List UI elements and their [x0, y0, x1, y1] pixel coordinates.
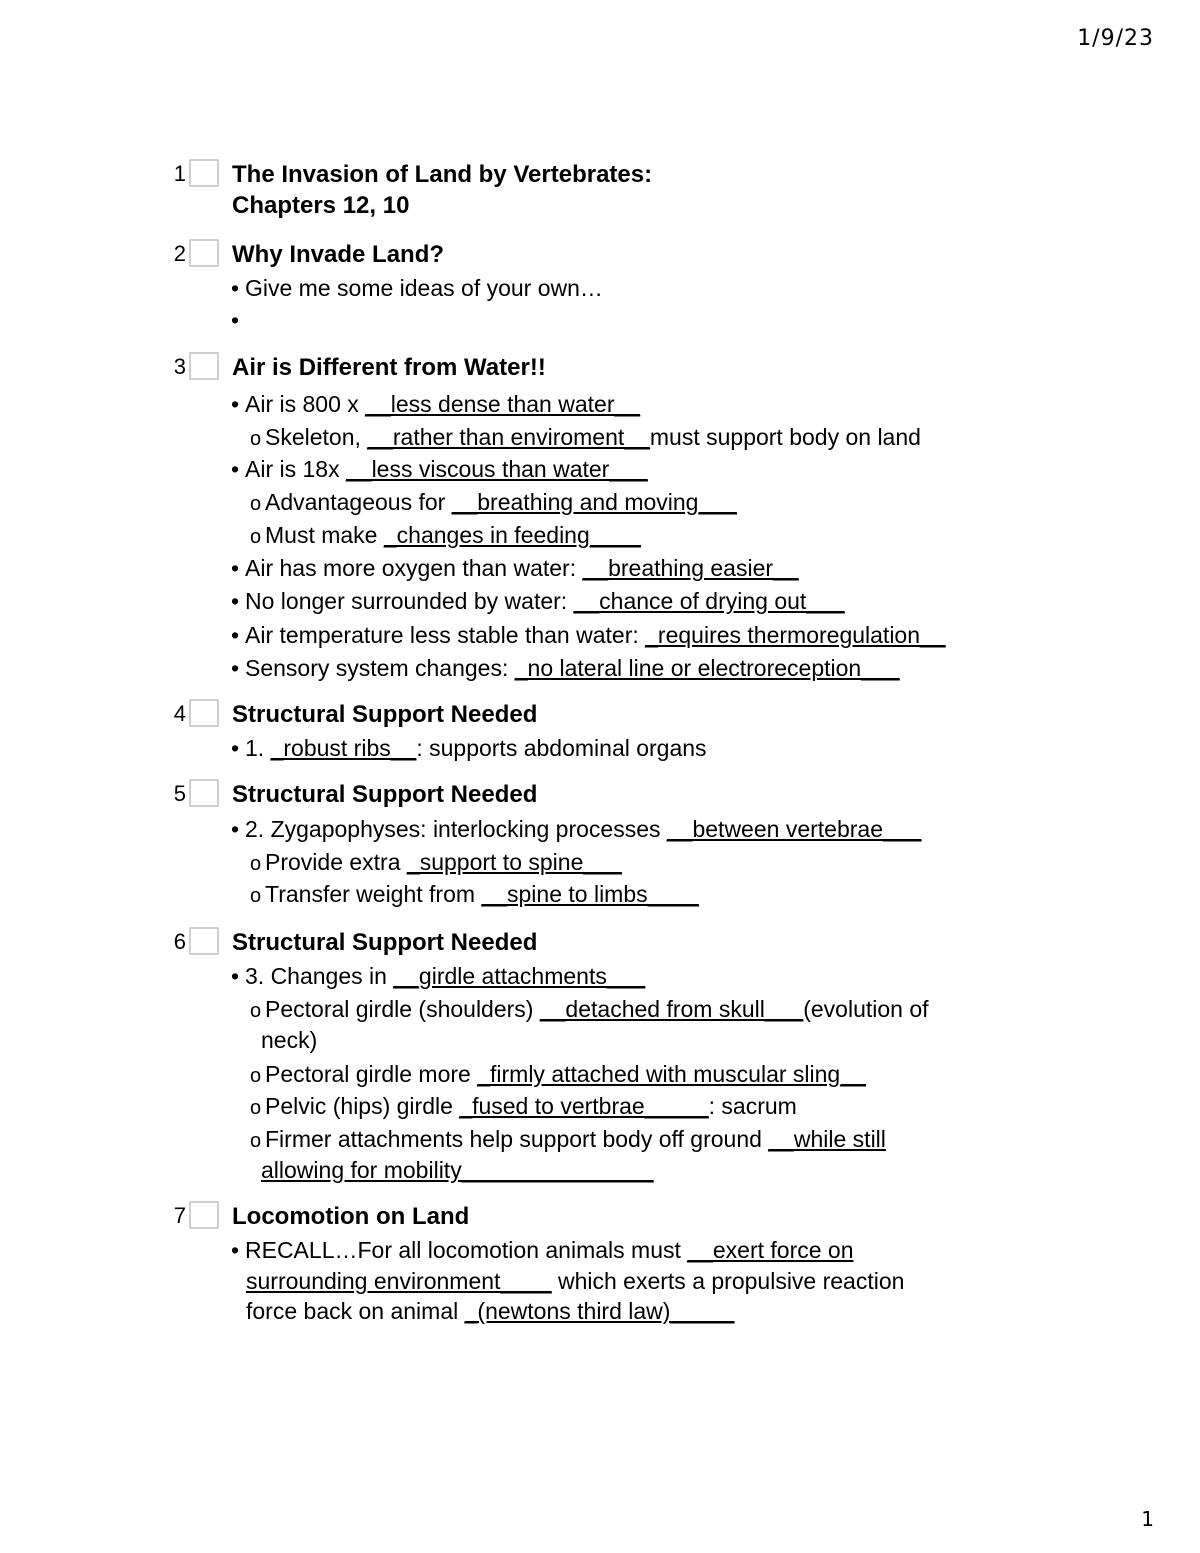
- bullet-line: • Air is 18x __less viscous than water___: [231, 456, 648, 482]
- slide-number: 5: [173, 781, 186, 806]
- bullet-line: • RECALL…For all locomotion animals must __exert force on: [231, 1237, 854, 1263]
- sub-bullet-line: o Must make _changes in feeding____: [250, 522, 641, 548]
- sub-bullet-line: o Provide extra _support to spine___: [250, 849, 622, 875]
- sub-bullet-line: o Pelvic (hips) girdle _fused to vertbrae_____: sacrum: [250, 1093, 797, 1119]
- slide-title: Why Invade Land?: [232, 241, 445, 268]
- slide-number: 7: [173, 1203, 186, 1228]
- sub-bullet-line: o Advantageous for __breathing and moving___: [250, 489, 737, 515]
- slide-number: 6: [173, 929, 186, 954]
- slide-thumbnail-box[interactable]: [189, 159, 219, 187]
- bullet-line: • Sensory system changes: _no lateral line or electroreception___: [231, 655, 900, 681]
- slide-title: Locomotion on Land: [232, 1203, 470, 1230]
- slide-number: 3: [173, 354, 186, 379]
- sub-bullet-continuation: allowing for mobility_______________: [261, 1157, 654, 1183]
- bullet-continuation: force back on animal _(newtons third law)_____: [246, 1298, 735, 1324]
- slide-number: 4: [173, 701, 186, 726]
- slide-thumbnail-box[interactable]: [189, 927, 219, 955]
- slide-number: 1: [173, 161, 186, 186]
- slide-number: 2: [173, 241, 186, 266]
- slide-thumbnail-box[interactable]: [189, 239, 219, 267]
- date-label: 1/9/23: [1077, 26, 1154, 51]
- sub-bullet-continuation: neck): [261, 1027, 318, 1053]
- slide-thumbnail-box[interactable]: [189, 1201, 219, 1229]
- bullet-line: • Air temperature less stable than water: _requires thermoregulation__: [231, 622, 946, 648]
- sub-bullet-line: o Firmer attachments help support body off ground __while still: [250, 1126, 886, 1152]
- page-number: 1: [1141, 1507, 1154, 1531]
- sub-bullet-line: o Skeleton, __rather than enviroment__must support body on land: [250, 424, 921, 450]
- bullet-line: • 2. Zygapophyses: interlocking processes __between vertebrae___: [231, 816, 922, 842]
- slide-thumbnail-box[interactable]: [189, 779, 219, 807]
- slide-title: Structural Support Needed: [232, 701, 538, 728]
- bullet-line: • No longer surrounded by water: __chance of drying out___: [231, 588, 845, 614]
- bullet-line: • 1. _robust ribs__: supports abdominal organs: [231, 735, 707, 761]
- slide-title: The Invasion of Land by Vertebrates: Chapters 12, 10: [232, 161, 653, 219]
- bullet-line: • Air is 800 x __less dense than water__: [231, 391, 641, 417]
- sub-bullet-line: o Transfer weight from __spine to limbs____: [250, 881, 699, 907]
- sub-bullet-line: o Pectoral girdle (shoulders) __detached from skull___(evolution of: [250, 996, 929, 1022]
- bullet-continuation: surrounding environment____ which exerts a propulsive reaction: [246, 1268, 905, 1294]
- bullet-line: •: [231, 307, 240, 333]
- slide-thumbnail-box[interactable]: [189, 352, 219, 380]
- bullet-line: • Air has more oxygen than water: __breathing easier__: [231, 555, 799, 581]
- slide-title: Structural Support Needed: [232, 781, 538, 808]
- slide-title: Structural Support Needed: [232, 929, 538, 956]
- slide-title: Air is Different from Water!!: [232, 354, 546, 381]
- slide-thumbnail-box[interactable]: [189, 699, 219, 727]
- sub-bullet-line: o Pectoral girdle more _firmly attached with muscular sling__: [250, 1061, 866, 1087]
- bullet-line: • Give me some ideas of your own…: [231, 275, 603, 301]
- bullet-line: • 3. Changes in __girdle attachments___: [231, 963, 646, 989]
